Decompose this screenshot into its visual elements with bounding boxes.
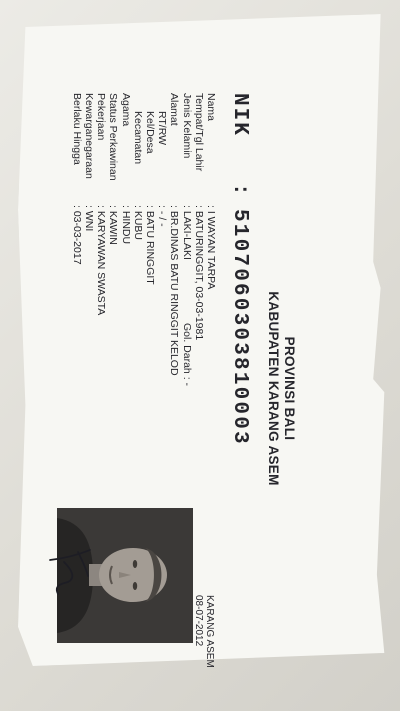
field-label: Status Perkawinan [107, 93, 120, 181]
field-value: : BATU RINGGIT [144, 205, 157, 285]
field-label: Pekerjaan [95, 93, 108, 141]
regency-title: KABUPATEN KARANG ASEM [266, 291, 281, 486]
field-label: Tempat/Tgl Lahir [192, 93, 205, 172]
field-label: Kewarganegaraan [83, 93, 96, 179]
issue-date: 08-07-2012 [193, 595, 204, 647]
field-label: Nama [205, 93, 217, 122]
field-label: Jenis Kelamin [180, 93, 193, 159]
field-value: : KARYAWAN SWASTA [95, 205, 108, 316]
field-value: : 03-03-2017 [70, 205, 83, 265]
field-value: : KAWIN [107, 205, 120, 245]
field-value: : - / - [156, 205, 169, 227]
field-label: Alamat [168, 93, 181, 126]
field-value: : HINDU [119, 205, 132, 245]
nik-colon: : [228, 183, 251, 196]
field-value: : BATURINGGIT, 03-03-1981 [192, 205, 205, 341]
field-label: Kel/Desa [144, 111, 157, 154]
field-value: : KUBU [131, 205, 144, 241]
issue-place: KARANG ASEM [204, 595, 215, 668]
nik-number: 5107060303810003 [228, 209, 251, 446]
nik-label: NIK [228, 93, 251, 137]
signature-image [43, 538, 98, 608]
blood-type-value: Gol. Darah : - [180, 323, 193, 387]
id-card [51, 83, 303, 694]
province-title: PROVINSI BALI [282, 336, 297, 441]
field-label: Kecamatan [131, 111, 144, 165]
field-label: Agama [119, 93, 132, 127]
field-value: : I WAYAN TARPA [205, 205, 217, 290]
field-label: Berlaku Hingga [70, 93, 83, 165]
card-header [265, 83, 297, 694]
field-value: : BR.DINAS BATU RINGGIT KELOD [168, 205, 181, 376]
field-value: : LAKI-LAKI [180, 205, 193, 260]
field-label: RT/RW [156, 111, 169, 146]
field-value: : WNI [83, 205, 96, 232]
